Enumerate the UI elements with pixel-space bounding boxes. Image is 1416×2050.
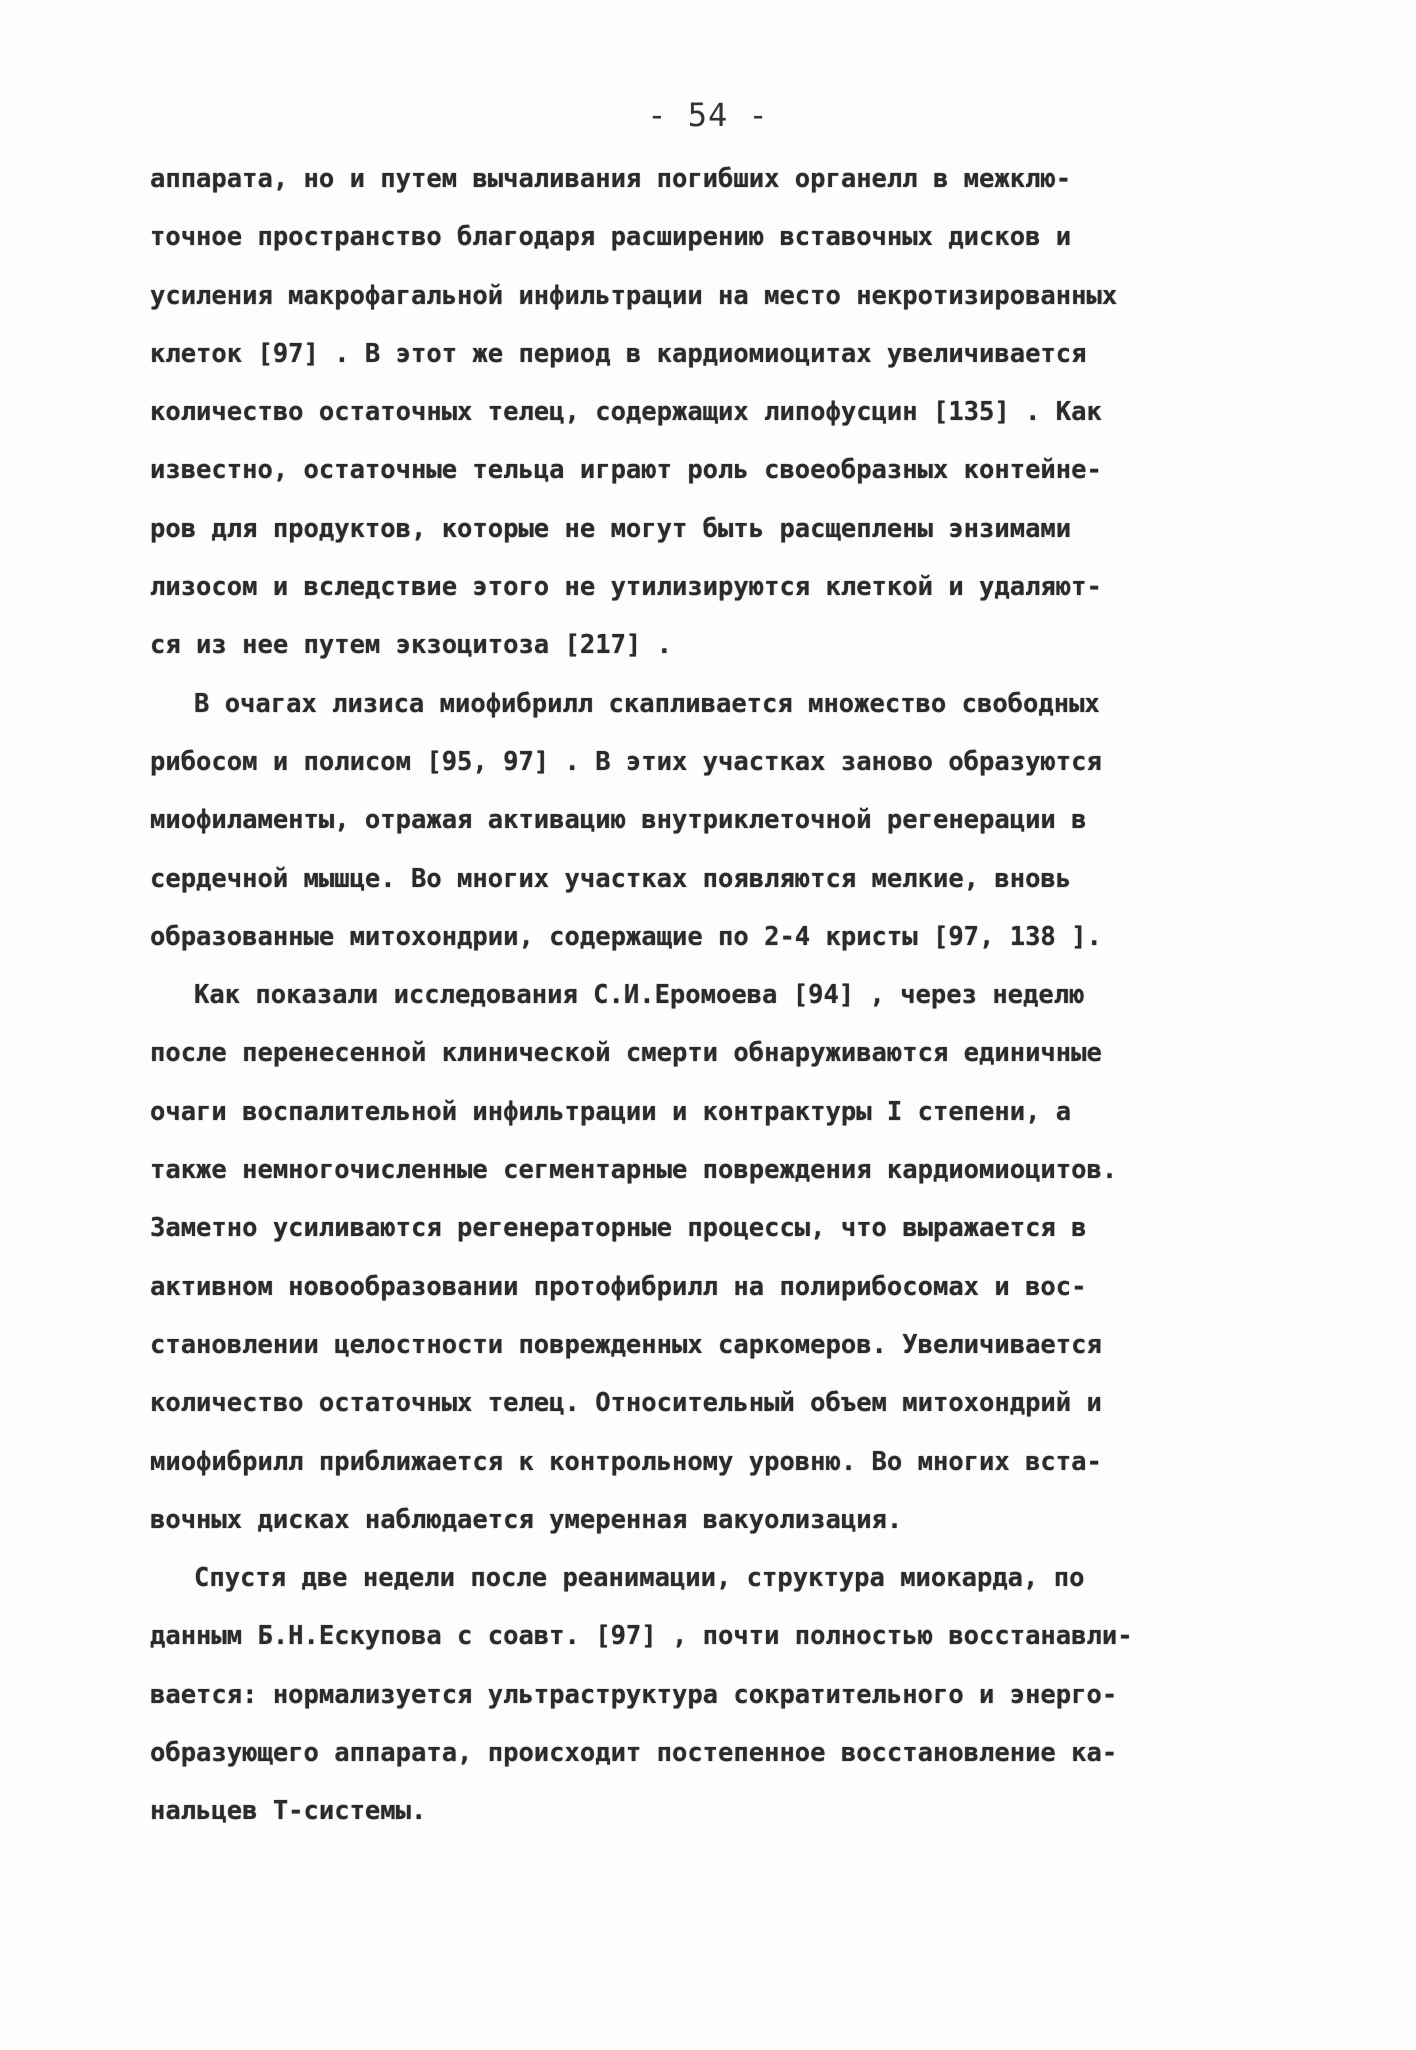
text-line: вается: нормализуется ультраструктура сократительного и энерго- [150,1679,1118,1710]
text-line: ров для продуктов, которые не могут быть расщеплены энзимами [150,513,1072,544]
text-line: после перенесенной клинической смерти обнаруживаются единичные [150,1038,1102,1069]
text-line: Заметно усиливаются регенераторные процессы, что выражается в [150,1213,1087,1244]
text-line: известно, остаточные тельца играют роль своеобразных контейне- [150,455,1102,486]
paragraph-1 [150,150,1280,675]
text-line: точное пространство благодаря расширению вставочных дисков и [150,222,1072,253]
text-line: миофибрилл приближается к контрольному уровню. Во многих вста- [150,1446,1102,1477]
text-line: активном новообразовании протофибрилл на полирибосомах и вос- [150,1271,1087,1302]
text-line: количество остаточных телец, содержащих липофусцин [135] . Как [150,397,1102,428]
document-body [150,150,1280,1841]
text-line: образующего аппарата, происходит постепенное восстановление ка- [150,1738,1118,1769]
text-line: миофиламенты, отражая активацию внутриклеточной регенерации в [150,805,1087,836]
text-line: лизосом и вследствие этого не утилизируются клеткой и удаляют- [150,572,1102,603]
text-line: сердечной мышце. Во многих участках появляются мелкие, вновь [150,863,1072,894]
text-line: очаги воспалительной инфильтрации и контрактуры I степени, а [150,1096,1072,1127]
text-line: также немногочисленные сегментарные повреждения кардиомиоцитов. [150,1155,1118,1186]
text-line: количество остаточных телец. Относительный объем митохондрий и [150,1388,1102,1419]
paragraph-2 [150,675,1280,966]
text-line: вочных дисках наблюдается умеренная вакуолизация. [150,1504,903,1535]
text-line: данным Б.Н.Ескупова с соавт. [97] , почти полностью восстанавли- [150,1621,1133,1652]
text-line: аппарата, но и путем вычаливания погибших органелл в межклю- [150,164,1072,194]
text-line: рибосом и полисом [95, 97] . В этих участках заново образуются [150,746,1102,777]
text-line: нальцев Т-системы. [150,1796,427,1827]
text-line: ся из нее путем экзоцитоза [217] . [150,630,672,661]
paragraph-4 [150,1549,1280,1840]
paragraph-3 [150,966,1280,1549]
text-line: Спустя две недели после реанимации, структура миокарда, по [194,1563,1085,1594]
text-line: становлении целостности поврежденных саркомеров. Увеличивается [150,1329,1102,1360]
text-line: образованные митохондрии, содержащие по 2-4 кристы [97, 138 ]. [150,921,1102,952]
text-line: Как показали исследования С.И.Еромоева [94] , через неделю [194,980,1085,1011]
text-line: В очагах лизиса миофибрилл скапливается множество свободных [194,688,1100,719]
text-line: клеток [97] . В этот же период в кардиомиоцитах увеличивается [150,338,1087,369]
page-number: - 54 - [647,96,769,134]
text-line: усиления макрофагальной инфильтрации на место некротизированных [150,280,1118,311]
